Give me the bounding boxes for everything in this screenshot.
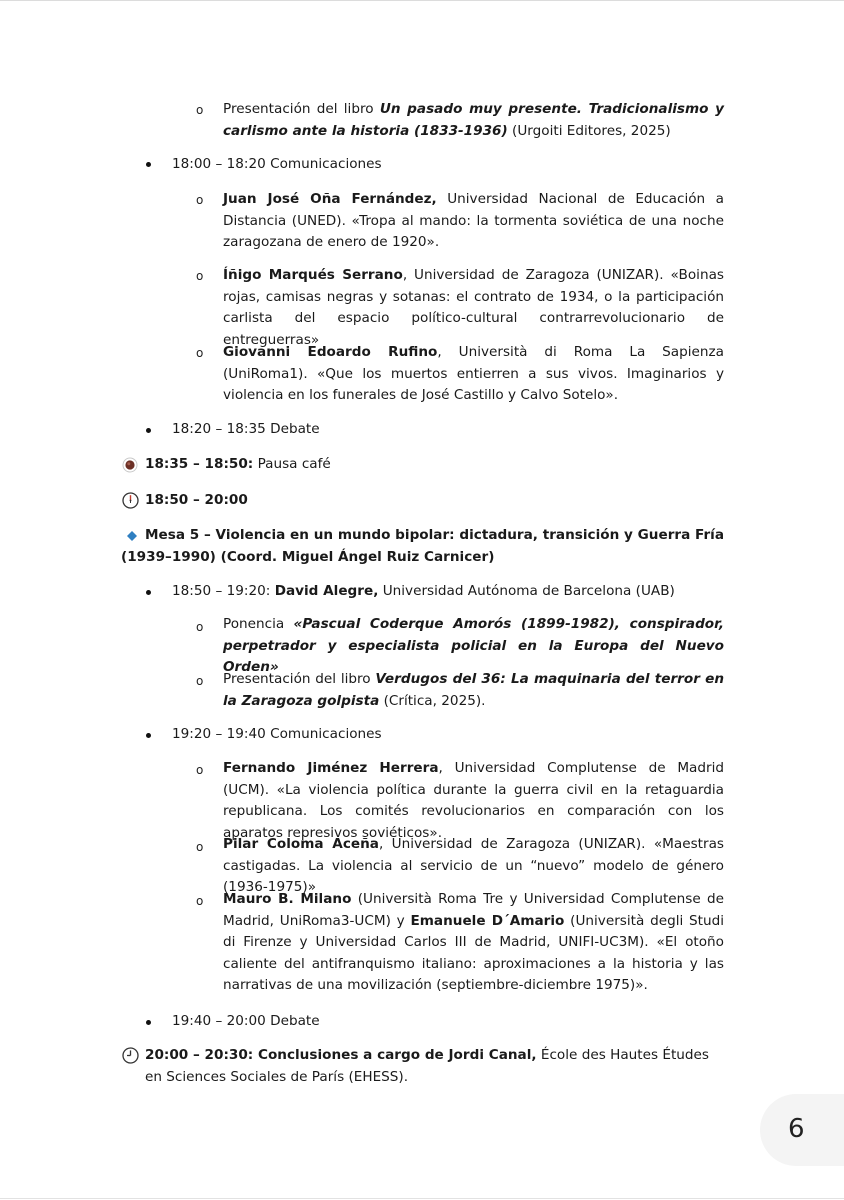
agenda-subitem: Íñigo Marqués Serrano, Universidad de Zaragoza (UNIZAR). «Boinas rojas, camisas negras y sotanas: el contrato de 1934, o la participación carlista del espacio político-cultural contrarrevolucionario de entreguerras» [223,267,724,348]
break-time: 18:35 – 18:50: [145,456,254,472]
sub-bullet-marker: o [196,674,204,688]
speaker-name: Giovanni Edoardo Rufino [223,344,438,360]
bullet-marker [146,428,151,433]
speaker-name: Pilar Coloma Aceña [223,836,379,852]
bottom-border [0,1198,844,1199]
coffee-cup-icon [122,457,138,473]
agenda-break: 18:35 – 18:50: Pausa café [145,456,331,472]
bullet-marker [146,1020,151,1025]
agenda-item: 19:40 – 20:00 Debate [172,1013,320,1029]
sub-bullet-marker: o [196,193,204,207]
session-time: 18:50 – 20:00 [145,492,248,508]
page-number: 6 [788,1114,805,1144]
speaker-name: Mauro B. Milano [223,891,352,907]
clock-icon [122,492,139,509]
agenda-item: 18:50 – 19:20: David Alegre, Universidad Autónoma de Barcelona (UAB) [172,583,675,599]
sub-bullet-marker: o [196,763,204,777]
agenda-item: 18:00 – 18:20 Comunicaciones [172,156,382,172]
speaker-name: Íñigo Marqués Serrano [223,267,403,283]
agenda-subitem: Pilar Coloma Aceña, Universidad de Zaragoza (UNIZAR). «Maestras castigadas. La violencia al servicio de un “nuevo” modelo de género (1936-1975)» [223,836,724,896]
sub-bullet-marker: o [196,620,204,634]
sub-bullet-marker: o [196,894,204,908]
bullet-marker [146,733,151,738]
agenda-subitem: Juan José Oña Fernández, Universidad Nacional de Educación a Distancia (UNED). «Tropa al mando: la tormenta soviética de una noche zaragozana de enero de 1920». [223,191,724,251]
agenda-subitem: Ponencia «Pascual Coderque Amorós (1899-1982), conspirador, perpetrador y especialista policial en la Europa del Nuevo Orden» [223,616,725,676]
agenda-subitem: Fernando Jiménez Herrera, Universidad Complutense de Madrid (UCM). «La violencia política durante la guerra civil en la retaguardia republicana. Los comités revolucionarios en comparación con los aparatos represivos soviéticos». [223,760,724,841]
sub-bullet-marker: o [196,103,204,117]
sub-bullet-marker: o [196,269,204,283]
agenda-item: 18:20 – 18:35 Debate [172,421,320,437]
speaker-name: Juan José Oña Fernández, [223,191,437,207]
speaker-name: Fernando Jiménez Herrera [223,760,439,776]
book-title: Un pasado muy presente. Tradicionalismo y carlismo ante la historia (1833-1936) [223,101,724,139]
speaker-name: David Alegre, [274,583,379,599]
clock-icon [122,1047,139,1064]
bullet-marker [146,162,151,167]
talk-title: «Pascual Coderque Amorós (1899-1982), conspirador, perpetrador y especialista policial en la Europa del Nuevo Orden» [223,616,725,676]
book-title: Verdugos del 36: La maquinaria del terror en la Zaragoza golpista [223,671,724,709]
sub-bullet-marker: o [196,840,204,854]
bullet-marker [146,590,151,595]
agenda-subitem: Presentación del libro Un pasado muy presente. Tradicionalismo y carlismo ante la historia (1833-1936) (Urgoiti Editores, 2025) [223,101,724,139]
agenda-subitem: Giovanni Edoardo Rufino, Università di Roma La Sapienza (UniRoma1). «Que los muertos entierren a sus vivos. Imaginarios y violencia en los funerales de José Castillo y Calvo Sotelo». [223,344,724,404]
agenda-subitem: Presentación del libro Verdugos del 36: La maquinaria del terror en la Zaragoza golpista (Crítica, 2025). [223,671,724,709]
closing-session: 20:00 – 20:30: Conclusiones a cargo de Jordi Canal, École des Hautes Études en Sciences Sociales de París (EHESS). [145,1047,709,1085]
sub-bullet-marker: o [196,346,204,360]
session-title: Mesa 5 – Violencia en un mundo bipolar: dictadura, transición y Guerra Fría (1939–1990) (Coord. Miguel Ángel Ruiz Carnicer) [121,527,724,565]
speaker-name: Emanuele D´Amario [410,912,565,929]
agenda-item: 19:20 – 19:40 Comunicaciones [172,726,382,742]
agenda-subitem: Mauro B. Milano (Università Roma Tre y Universidad Complutense de Madrid, UniRoma3-UCM) y Emanuele D´Amario (Università degli Studi di Firenze y Universidad Carlos III de Madrid, UNIFI-UC3M). «El otoño caliente del antifranquismo italiano: aproximaciones a la historia y las narrativas de una movilización (septiembre-diciembre 1975)». [223,891,725,994]
